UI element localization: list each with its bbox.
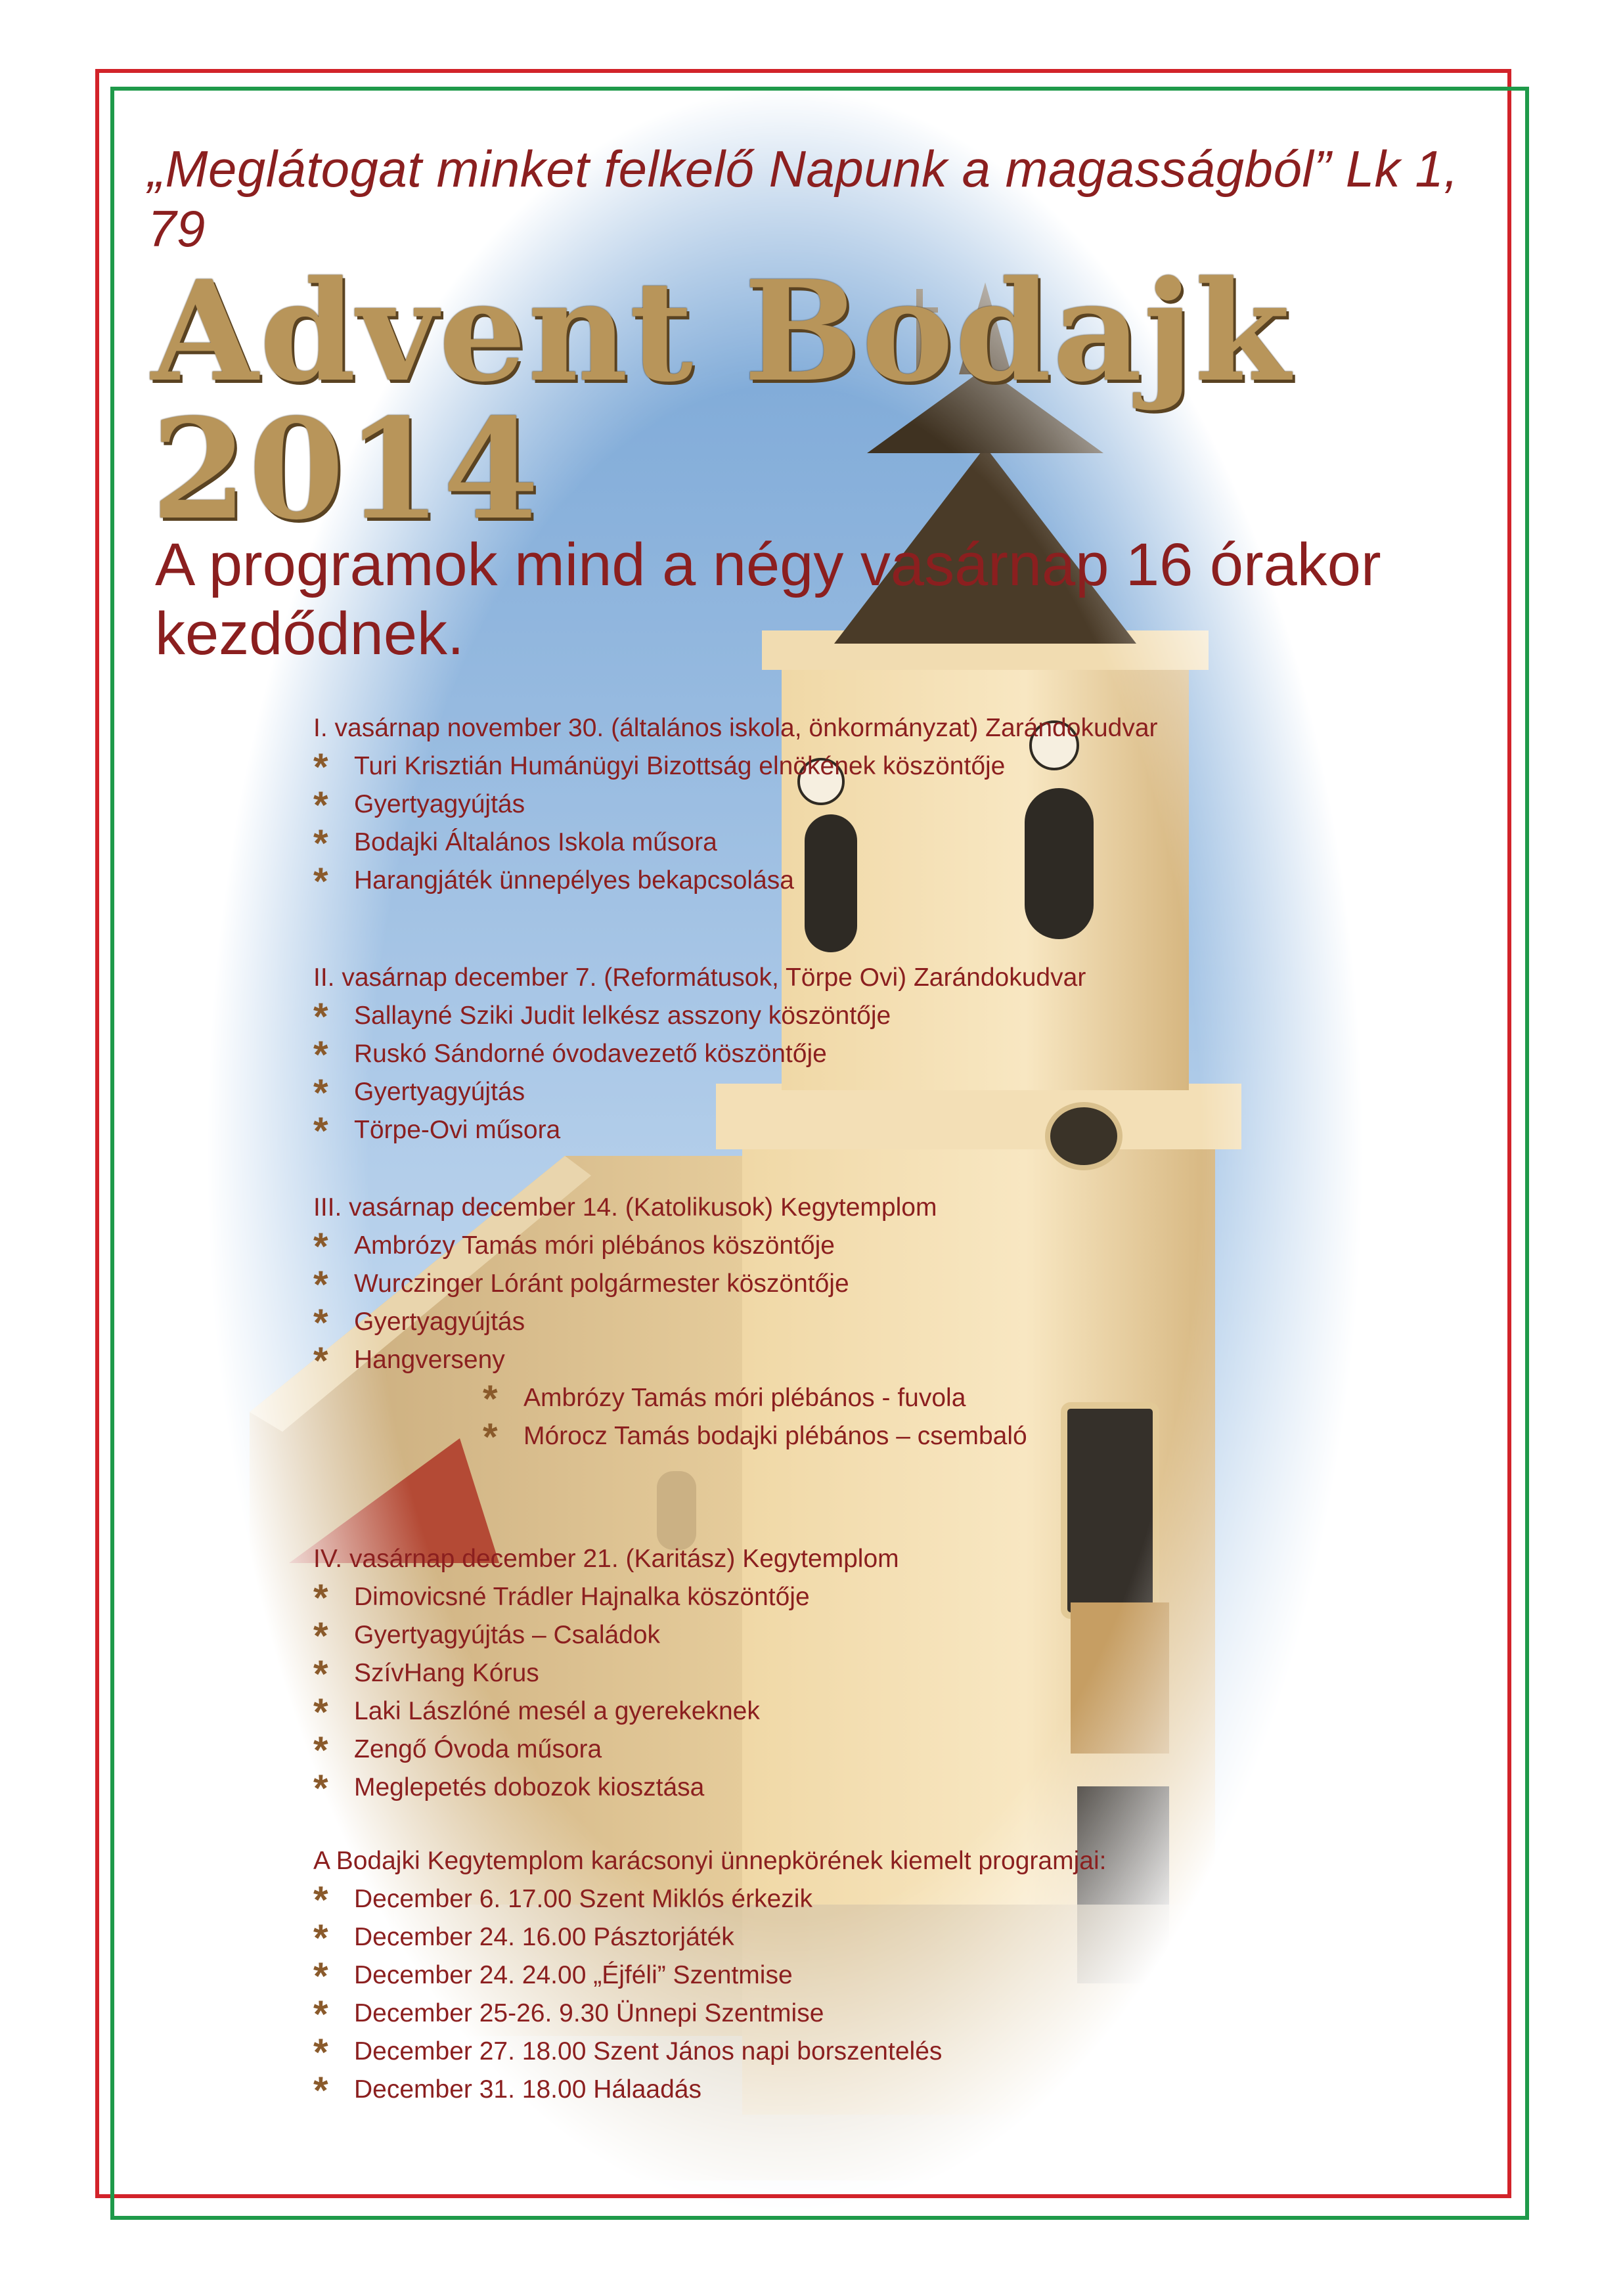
list-item: * Ruskó Sándorné óvodavezető köszöntője [313, 1034, 827, 1076]
bible-quote: „Meglátogat minket felkelő Napunk a magasságból” Lk 1, 79 [148, 140, 1459, 257]
list-item: * Sallayné Sziki Judit lelkész asszony köszöntője [313, 996, 891, 1038]
page-title: Advent Bodajk 2014 [151, 250, 1292, 550]
list-item: * Bodajki Általános Iskola műsora [313, 822, 717, 865]
star-bullet-icon: * [313, 2031, 328, 2074]
list-item: * Zengő Óvoda műsora [313, 1729, 602, 1772]
star-bullet-icon: * [313, 860, 328, 903]
star-bullet-icon: * [313, 1955, 328, 1998]
list-item: * Gyertyagyújtás – Családok [313, 1615, 661, 1658]
list-item: * December 6. 17.00 Szent Miklós érkezik [313, 1879, 812, 1922]
star-bullet-icon: * [313, 1615, 328, 1658]
list-item: * December 31. 18.00 Hálaadás [313, 2069, 701, 2112]
section-heading: I. vasárnap november 30. (általános iskola, önkormányzat) Zarándokudvar [313, 714, 1158, 742]
star-bullet-icon: * [483, 1416, 498, 1459]
list-item: * Meglepetés dobozok kiosztása [313, 1767, 705, 1810]
list-subitem: * Mórocz Tamás bodajki plébános – csembaló [483, 1416, 1027, 1459]
list-item: * Turi Krisztián Humánügyi Bizottság elnökének köszöntője [313, 746, 1006, 789]
star-bullet-icon: * [313, 1879, 328, 1922]
list-item: * December 27. 18.00 Szent János napi borszentelés [313, 2031, 943, 2074]
star-bullet-icon: * [483, 1378, 498, 1421]
list-item: * Hangverseny [313, 1340, 505, 1382]
list-subitem: * Ambrózy Tamás móri plébános - fuvola [483, 1378, 966, 1421]
star-bullet-icon: * [313, 1691, 328, 1734]
star-bullet-icon: * [313, 1225, 328, 1268]
star-bullet-icon: * [313, 746, 328, 789]
star-bullet-icon: * [313, 1302, 328, 1344]
list-item: * Gyertyagyújtás [313, 1302, 525, 1344]
star-bullet-icon: * [313, 1110, 328, 1153]
list-item: * Dimovicsné Trádler Hajnalka köszöntője [313, 1577, 810, 1620]
section-3 [313, 1189, 1233, 1459]
list-item: * Laki Lászlóné mesél a gyerekeknek [313, 1691, 760, 1734]
star-bullet-icon: * [313, 996, 328, 1038]
list-item: * December 24. 24.00 „Éjféli” Szentmise [313, 1955, 793, 1998]
list-item: * Gyertyagyújtás [313, 784, 525, 827]
star-bullet-icon: * [313, 1653, 328, 1696]
list-item: * Ambrózy Tamás móri plébános köszöntője [313, 1225, 835, 1268]
list-item: * Gyertyagyújtás [313, 1072, 525, 1115]
star-bullet-icon: * [313, 822, 328, 865]
star-bullet-icon: * [313, 1993, 328, 2036]
list-item: * December 24. 16.00 Pásztorjáték [313, 1917, 734, 1960]
section-1 [313, 709, 1233, 903]
section-4 [313, 1540, 1233, 1810]
schedule-note: A programok mind a négy vasárnap 16 órakor kezdődnek. [155, 531, 1381, 667]
star-bullet-icon: * [313, 1917, 328, 1960]
section-5 [313, 1842, 1233, 2112]
section-heading: A Bodajki Kegytemplom karácsonyi ünnepkörének kiemelt programjai: [313, 1847, 1107, 1875]
star-bullet-icon: * [313, 1729, 328, 1772]
star-bullet-icon: * [313, 1577, 328, 1620]
star-bullet-icon: * [313, 1034, 328, 1076]
list-item: * Törpe-Ovi műsora [313, 1110, 561, 1153]
section-heading: IV. vasárnap december 21. (Karitász) Kegytemplom [313, 1545, 899, 1573]
list-item: * Wurczinger Lóránt polgármester köszöntője [313, 1264, 849, 1306]
star-bullet-icon: * [313, 1072, 328, 1115]
list-item: * SzívHang Kórus [313, 1653, 539, 1696]
star-bullet-icon: * [313, 2069, 328, 2112]
list-item: * December 25-26. 9.30 Ünnepi Szentmise [313, 1993, 824, 2036]
star-bullet-icon: * [313, 784, 328, 827]
section-2 [313, 959, 1233, 1153]
star-bullet-icon: * [313, 1340, 328, 1382]
star-bullet-icon: * [313, 1264, 328, 1306]
section-heading: II. vasárnap december 7. (Reformátusok, Törpe Ovi) Zarándokudvar [313, 963, 1086, 992]
star-bullet-icon: * [313, 1767, 328, 1810]
section-heading: III. vasárnap december 14. (Katolikusok) Kegytemplom [313, 1193, 937, 1222]
list-item: * Harangjáték ünnepélyes bekapcsolása [313, 860, 794, 903]
